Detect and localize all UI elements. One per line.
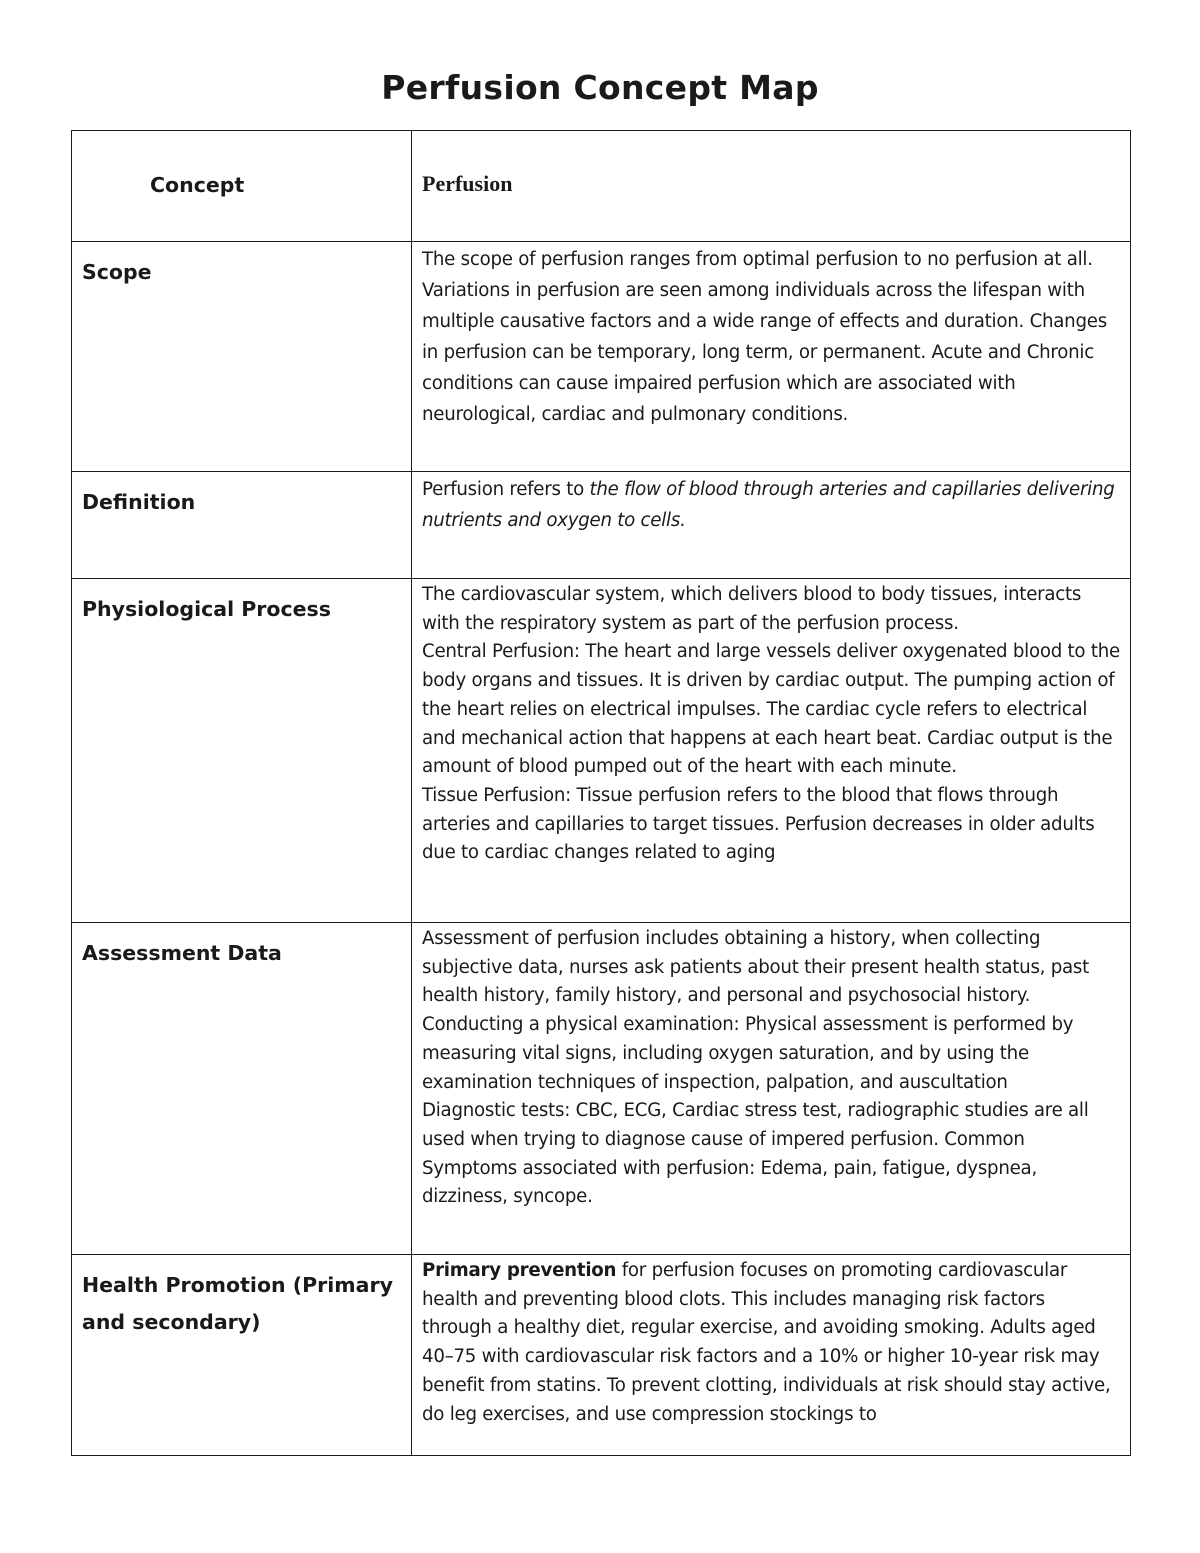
definition-text-plain: Perfusion refers to (422, 479, 590, 500)
row-label-definition: Definition (82, 490, 196, 514)
health-promotion-body: for perfusion focuses on promoting cardiovascular health and preventing blood clots. This includes managing risk factors through a healthy diet, regular exercise, and avoiding smoking. Adults aged 40–75 with cardiovascular risk factors and a 10% or higher 10-year risk may benefit from statins. To prevent clotting, individuals at risk should stay active, do leg exercises, and use compression stockings to (422, 1260, 1111, 1425)
assessment-paragraph-history: Assessment of perfusion includes obtaining a history, when collecting subjective data, nurses ask patients about their present health status, past health history, family history, and personal and psychosocial history. (422, 928, 1090, 1007)
table-row-health-promotion (72, 1255, 1131, 1456)
row-label-health-promotion: Health Promotion (Primary and secondary) (82, 1273, 393, 1334)
row-content-cell (412, 1255, 1131, 1456)
header-perfusion-cell (412, 131, 1131, 242)
definition-text (412, 472, 1130, 536)
row-label-cell (72, 579, 412, 923)
table-row-definition (72, 472, 1131, 579)
row-label-cell (72, 472, 412, 579)
health-promotion-bold-lead: Primary prevention (422, 1260, 617, 1281)
table-row-physiological-process (72, 579, 1131, 923)
concept-map-table (71, 130, 1131, 1456)
table-row-scope (72, 242, 1131, 472)
header-concept-label: Concept (150, 173, 245, 197)
table-row-assessment-data (72, 923, 1131, 1255)
assessment-data-text (412, 923, 1130, 1212)
physiological-paragraph-tissue: Tissue Perfusion: Tissue perfusion refers to the blood that flows through arteries and capillaries to target tissues. Perfusion decreases in older adults due to cardiac changes related to aging (422, 784, 1095, 864)
row-label-physiological-process: Physiological Process (82, 597, 331, 621)
header-concept-value: Perfusion (422, 171, 513, 196)
table-header-row (72, 131, 1131, 242)
row-label-assessment-data: Assessment Data (82, 941, 282, 965)
row-label-cell (72, 923, 412, 1255)
health-promotion-text (412, 1255, 1130, 1429)
row-content-cell (412, 579, 1131, 923)
row-content-cell (412, 242, 1131, 472)
row-label-scope: Scope (82, 260, 152, 284)
scope-text: The scope of perfusion ranges from optimal perfusion to no perfusion at all. Variations in perfusion are seen among individuals across the lifespan with multiple causative factors and a wide range of effects and duration. Changes in perfusion can be temporary, long term, or permanent. Acute and Chronic conditions can cause impaired perfusion which are associated with neurological, cardiac and pulmonary conditions. (422, 249, 1107, 425)
physiological-paragraph-1: The cardiovascular system, which delivers blood to body tissues, interacts with the respiratory system as part of the perfusion process. (422, 584, 1082, 634)
assessment-paragraph-diagnostics: Diagnostic tests: CBC, ECG, Cardiac stress test, radiographic studies are all used when trying to diagnose cause of impered perfusion. Common Symptoms associated with perfusion: Edema, pain, fatigue, dyspnea, dizziness, syncope. (422, 1100, 1089, 1208)
physiological-process-text (412, 579, 1130, 868)
row-label-cell (72, 1255, 412, 1456)
definition-text-italic: the flow of blood through arteries and capillaries delivering nutrients and oxygen to cells. (422, 479, 1115, 531)
document-title: Perfusion Concept Map (381, 68, 819, 107)
header-concept-cell (72, 131, 412, 242)
physiological-paragraph-central: Central Perfusion: The heart and large vessels deliver oxygenated blood to the body organs and tissues. It is driven by cardiac output. The pumping action of the heart relies on electrical impulses. The cardiac cycle refers to electrical and mechanical action that happens at each heart beat. Cardiac output is the amount of blood pumped out of the heart with each minute. (422, 641, 1120, 778)
assessment-paragraph-exam: Conducting a physical examination: Physical assessment is performed by measuring vital signs, including oxygen saturation, and by using the examination techniques of inspection, palpation, and auscultation (422, 1014, 1074, 1093)
row-content-cell (412, 923, 1131, 1255)
row-content-cell (412, 472, 1131, 579)
row-label-cell (72, 242, 412, 472)
